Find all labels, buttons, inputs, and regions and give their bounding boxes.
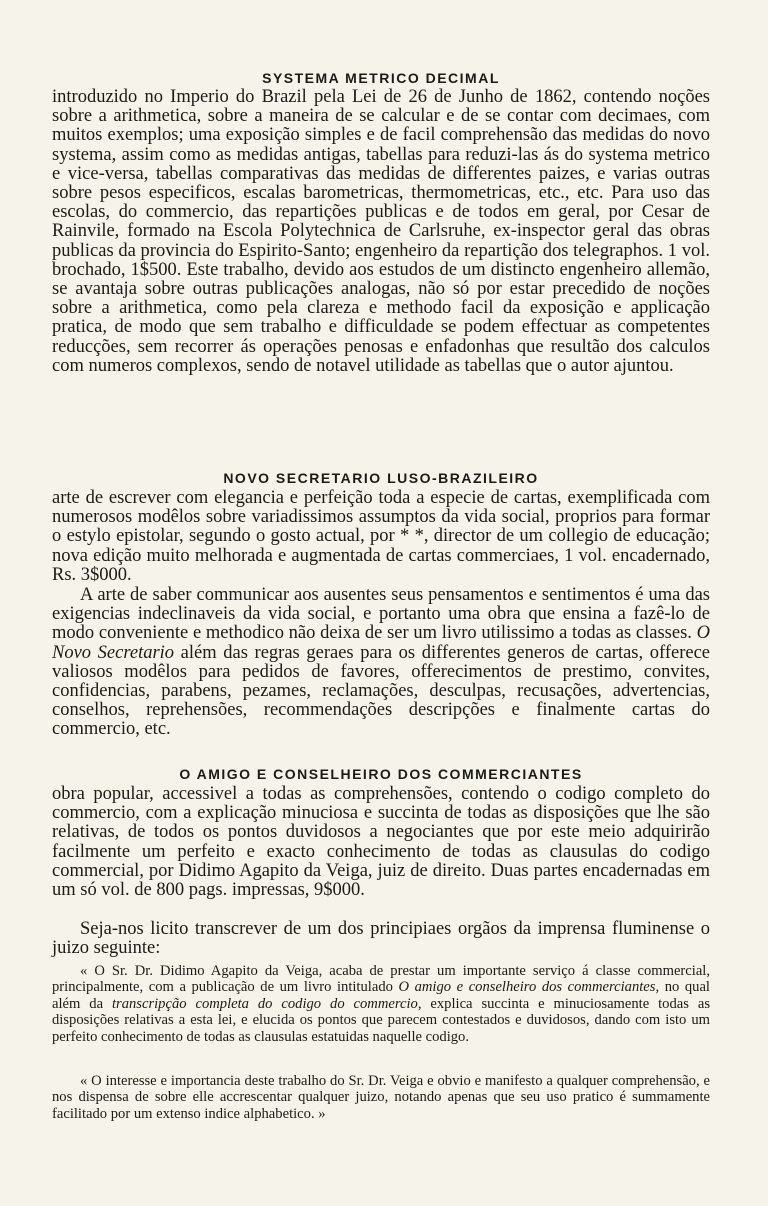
quote-italic-title: O amigo e conselheiro dos commerciantes [398,979,656,996]
novo-secretario-description: arte de escrever com elegancia e perfeição toda a especie de cartas, exemplificada com numerosos modêlos sobre variadissimos assumptos da vida social, proprios para formar o estylo epistolar, segundo o gosto actual, por * *, director de um collegio de educação; nova edição muito melhorada e augmentada de cartas commerciaes, 1 vol. encadernado, Rs. 3$000. [52,488,710,585]
quote-text-a: « O Sr. Dr. Didimo Agapito da Veiga, acaba de prestar um importante serviço á classe commercial, principalmente, com a publicação de um livro intitulado [52,963,710,996]
press-quote-paragraph-2: « O interesse e importancia deste trabalho do Sr. Dr. Veiga e obvio e manifesto a qualquer comprehensão, e nos dispensa de sobre elle accrescentar qualquer juizo, notando apenas que seu uso pratico é summamente facilitado por um extenso indice alphabetico. » [52,1073,710,1122]
quote-text-c: , explica succinta e minuciosamente todas as disposições relativas a esta lei, e elucida os pontos que parecem contestados e duvidosos, dando com isto um perfeito conhecimento de todas as clausulas estatuidas naquelle codigo. [52,995,710,1045]
amigo-conselheiro-intro: Seja-nos licito transcrever de um dos principiaes orgãos da imprensa fluminense o juizo seguinte: [52,919,710,959]
review-text-b: além das regras geraes para os differentes generos de cartas, offerece valiosos modêlos para pedidos de favores, offerecimentos de prestimo, convites, confidencias, parabens, pezames, reclamações, desculpas, recusações, advertencias, conselhos, reprehensões, recommendações descripções e finalmente cartas do commercio, etc. [52,642,710,740]
quote-italic-transcription: transcripção completa do codigo do commercio [111,995,418,1012]
quote-text-b: , no qual além da [52,979,710,1012]
review-text-a: A arte de saber communicar aos ausentes seus pensamentos e sentimentos é uma das exigencias indeclinaveis da vida social, e portanto uma obra que ensina a fazê-lo de modo conveniente e methodico não deixa de ser um livro utilissimo a todas as classes. [52,585,710,644]
systema-metrico-description: introduzido no Imperio do Brazil pela Lei de 26 de Junho de 1862, contendo noções sobre a arithmetica, sobre a maneira de se calcular e de se contar com decimaes, com muitos exemplos; uma exposição simples e de facil comprehensão das medidas do novo systema, assim como as medidas antigas, tabellas para reduzi-las ás do systema metrico e vice-versa, tabellas comparativas das medidas de differentes paizes, e varias outras sobre pesos especificos, escalas barometricas, thermometricas, etc., etc. Para uso das escolas, do commercio, das repartições publicas e de todos em geral, por Cesar de Rainvile, formado na Escola Polytechnica de Carlsruhe, ex-inspector geral das obras publicas da provincia do Espirito-Santo; engenheiro da repartição dos telegraphos. 1 vol. brochado, 1$500. Este trabalho, devido aos estudos de um distincto engenheiro allemão, se avantaja sobre outras publicações analogas, não só por estar precedido de noções sobre a arithmetica, como pela clareza e methodo facil da exposição e applicação pratica, de modo que sem trabalho e difficuldade se podem effectuar as competentes reducções, sem recorrer ás operações penosas e enfadonhas que resultão dos calculos com numeros complexos, sendo de notavel utilidade as tabellas que o autor ajuntou. [52,87,710,376]
amigo-conselheiro-description: obra popular, accessivel a todas as comprehensões, contendo o codigo completo do commercio, com a explicação minuciosa e succinta de todas as disposições que lhe são relativas, de todos os pontos duvidosos a negociantes que por este meio adquirirão facilmente um perfeito e exacto conhecimento de todas as clausulas do codigo commercial, por Didimo Agapito da Veiga, juiz de direito. Duas partes encadernadas em um só vol. de 800 pags. impressas, 9$000. [52,784,710,901]
heading-novo-secretario: NOVO SECRETARIO LUSO-BRAZILEIRO [223,470,539,486]
heading-systema-metrico: SYSTEMA METRICO DECIMAL [262,70,500,86]
review-title-italic: O Novo Secretario [52,623,710,663]
heading-amigo-conselheiro: O AMIGO E CONSELHEIRO DOS COMMERCIANTES [179,766,583,782]
press-quote-paragraph-1 [52,963,710,1045]
novo-secretario-review [52,586,710,740]
